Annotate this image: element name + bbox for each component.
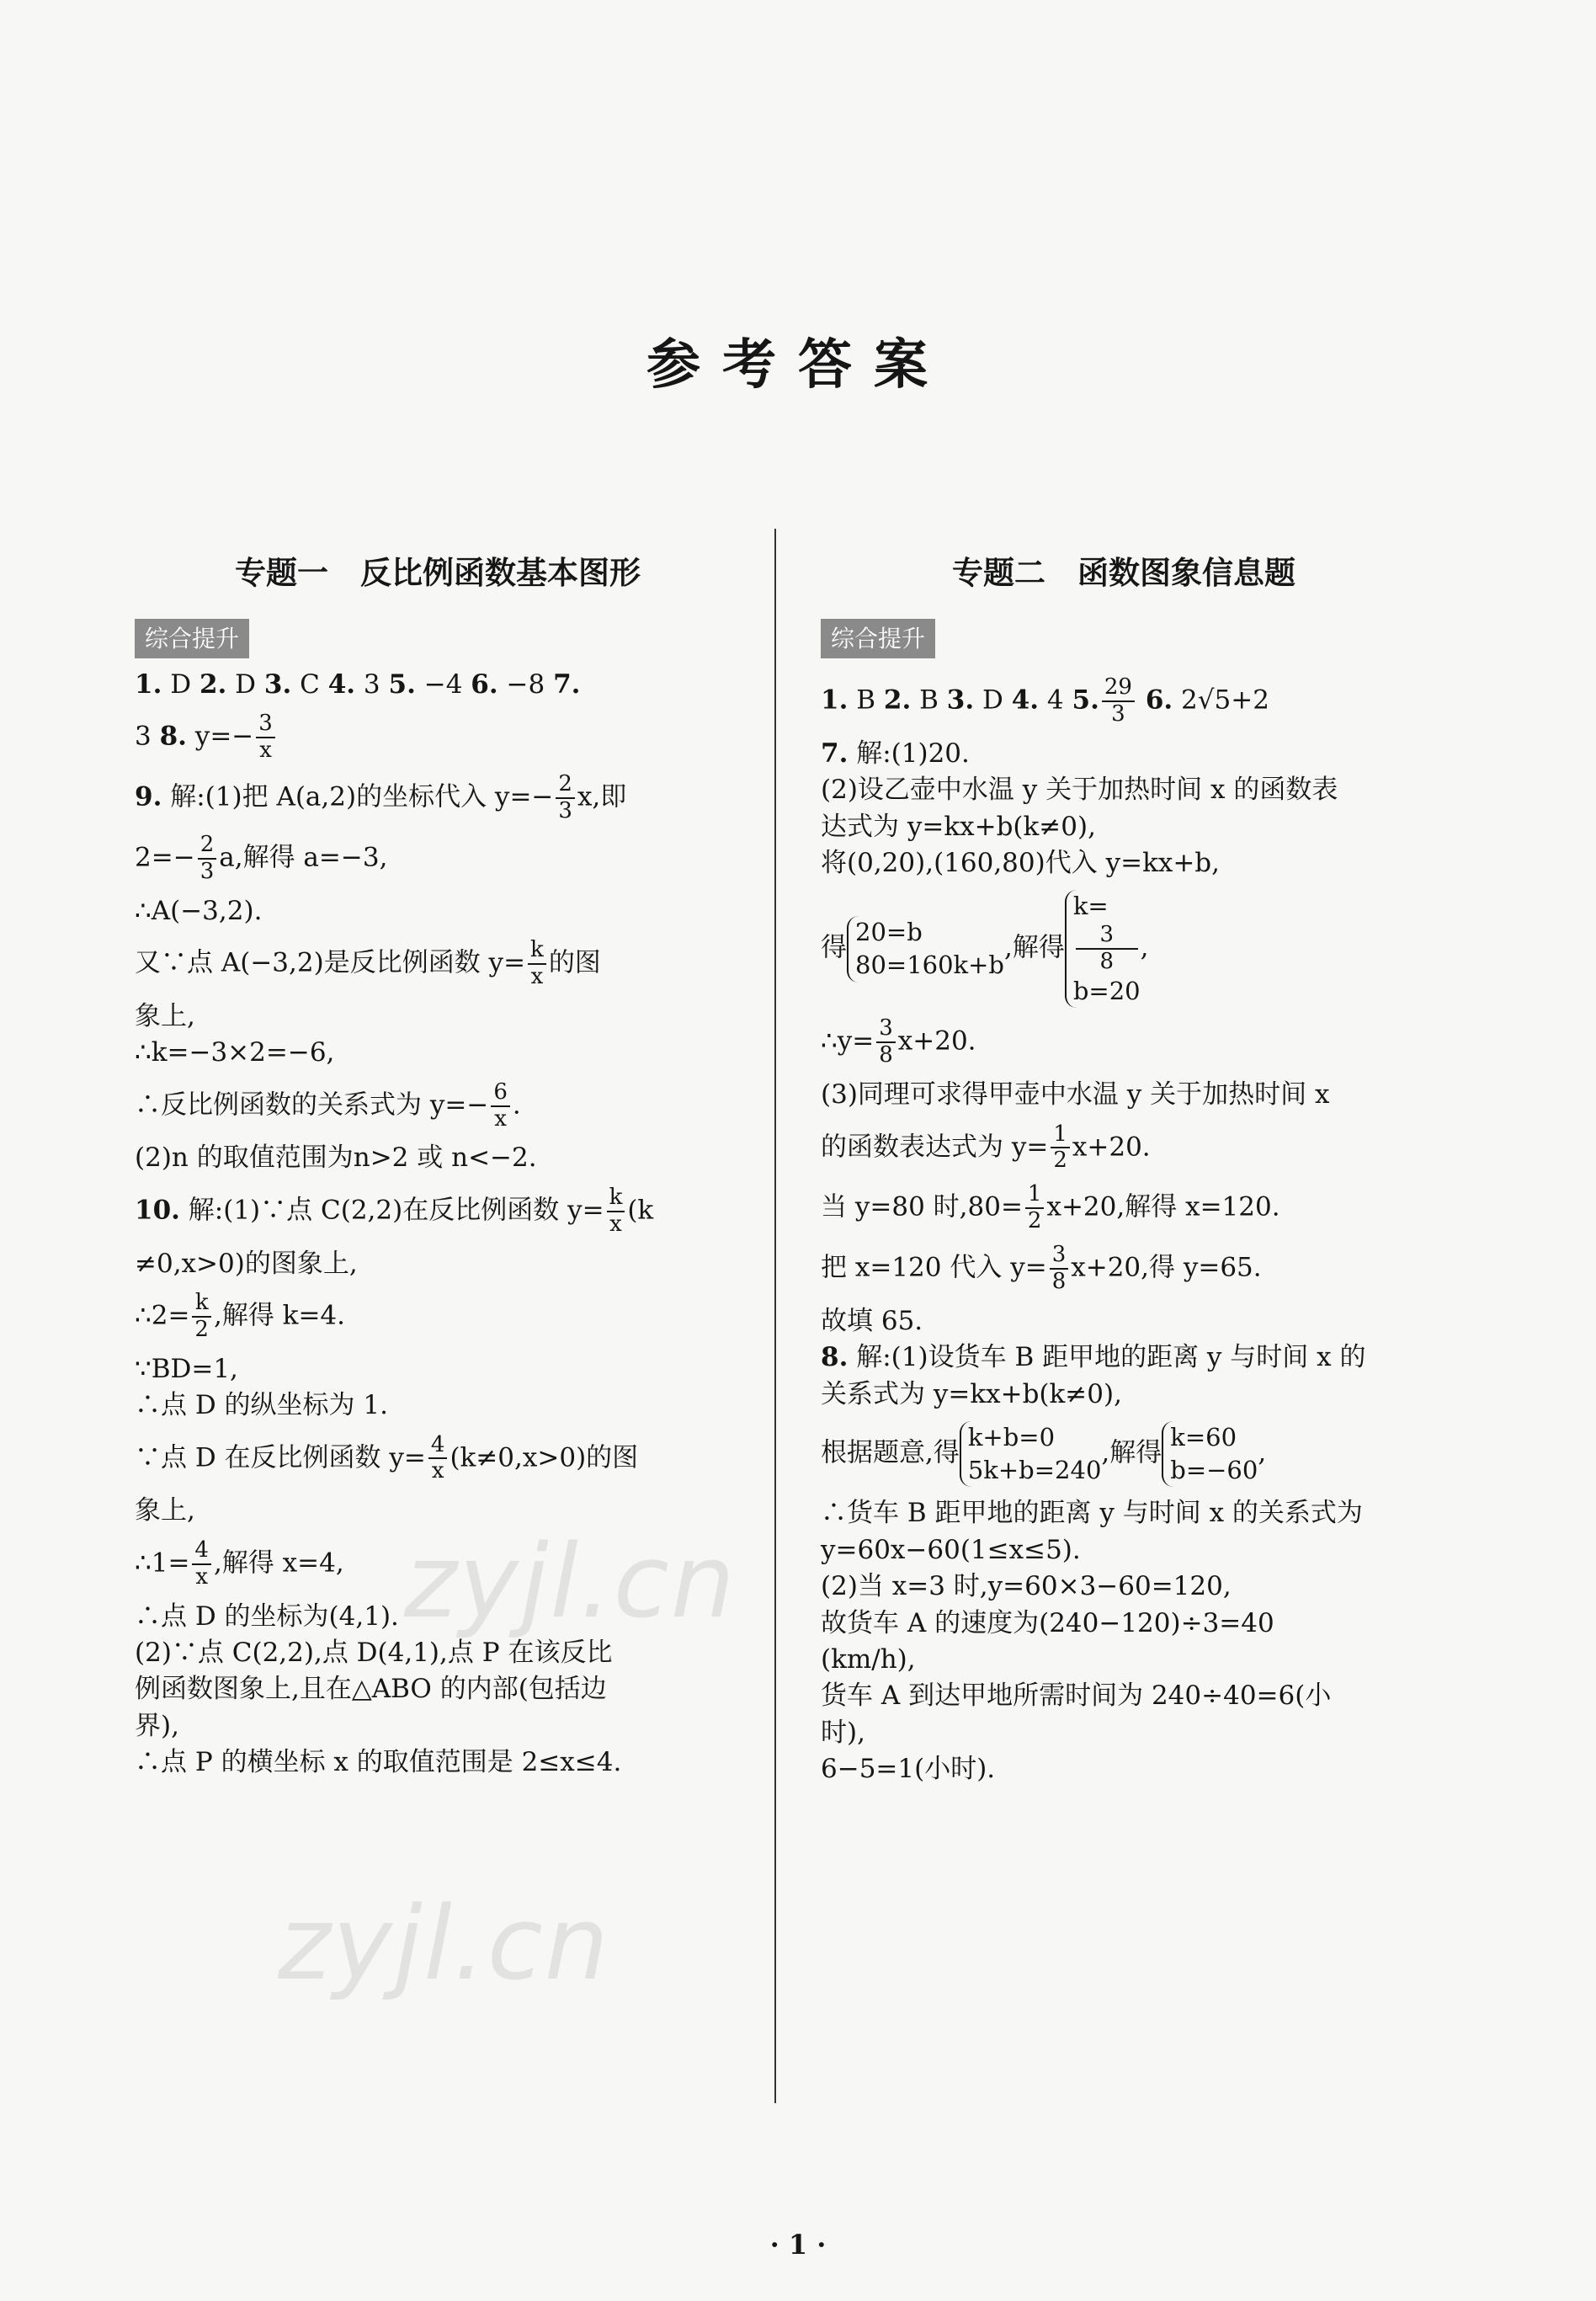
answer-line: 故填 65. [821, 1305, 923, 1336]
fraction: $\frac{4}{x}$ [428, 1433, 448, 1485]
answer-line: 根据题意,得 k+b=0 5k+b=240 ,解得 k=60 b=−60 , [821, 1421, 1427, 1487]
answer-line: ∴反比例函数的关系式为 y=− $\frac{6}{x}$ . [135, 1079, 521, 1132]
fraction: $\frac{6}{x}$ [491, 1080, 510, 1132]
answer-line: 货车 A 到达甲地所需时间为 240÷40=6(小 [821, 1680, 1332, 1712]
answer-line: 关系式为 y=kx+b(k≠0), [821, 1378, 1122, 1409]
fraction: $\frac{29}{3}$ [1102, 675, 1135, 727]
answer-line: 10. 解:(1)∵点 C(2,2)在反比例函数 y= $\frac{k}{x}$ (k [135, 1184, 654, 1237]
answer-line: 故货车 A 的速度为(240−120)÷3=40 [821, 1607, 1274, 1638]
badge-right: 综合提升 [821, 619, 935, 658]
answer-line: 时), [821, 1717, 865, 1748]
answer-line: (2)设乙壶中水温 y 关于加热时间 x 的函数表 [821, 775, 1338, 806]
answer-line: 的函数表达式为 y= $\frac{1}{2}$ x+20. [821, 1121, 1151, 1174]
answer-line: (2)∵点 C(2,2),点 D(4,1),点 P 在该反比 [135, 1637, 613, 1668]
fraction: $\frac{2}{3}$ [556, 772, 575, 824]
fraction: $\frac{1}{2}$ [1025, 1182, 1045, 1234]
answer-line: ∴点 P 的横坐标 x 的取值范围是 2≤x≤4. [135, 1747, 622, 1778]
column-divider [774, 529, 776, 2103]
answer-line: 8. 解:(1)设货车 B 距甲地的距离 y 与时间 x 的 [821, 1342, 1366, 1373]
left-column [135, 551, 741, 1781]
fraction: $\frac{3}{8}$ [876, 1016, 896, 1068]
page-title: 参考答案 [646, 334, 950, 397]
equation-system: k= 3 8 b=20 [1065, 890, 1141, 1008]
answer-line: 又∵点 A(−3,2)是反比例函数 y= $\frac{k}{x}$ 的图 [135, 937, 601, 989]
answer-line: 7. 解:(1)20. [821, 738, 970, 769]
answer-line: (2)n 的取值范围为n>2 或 n<−2. [135, 1143, 537, 1174]
answer-line: ∴A(−3,2). [135, 895, 263, 926]
answer-line: 得 20=b 80=160k+b ,解得 k= 3 8 b=20 , [821, 890, 1427, 1008]
answer-line: 3 8. y=− $\frac{3}{x}$ [135, 711, 741, 764]
answer-line: 9. 解:(1)把 A(a,2)的坐标代入 y=− $\frac{2}{3}$ x,即 [135, 771, 627, 824]
answer-line: 当 y=80 时,80= $\frac{1}{2}$ x+20,解得 x=120. [821, 1181, 1280, 1234]
answer-line: ∴2= $\frac{k}{2}$ ,解得 k=4. [135, 1290, 346, 1342]
answer-line: ∵点 D 在反比例函数 y= $\frac{4}{x}$ (k≠0,x>0)的图 [135, 1431, 639, 1484]
badge-left: 综合提升 [135, 619, 249, 658]
answer-line: 界), [135, 1710, 179, 1741]
section-title-right: 专题二 函数图象信息题 [952, 555, 1295, 591]
fraction: $\frac{k}{2}$ [192, 1291, 211, 1343]
watermark: zyjl.cn [404, 1524, 737, 1641]
answer-line: (2)当 x=3 时,y=60×3−60=120, [821, 1571, 1232, 1602]
right-column [821, 551, 1427, 1787]
answer-line: ∴货车 B 距甲地的距离 y 与时间 x 的关系式为 [821, 1498, 1363, 1529]
answer-line: ∴k=−3×2=−6, [135, 1037, 335, 1068]
fraction: $\frac{3}{8}$ [1050, 1243, 1069, 1295]
fraction: 3 8 [1076, 923, 1138, 975]
fraction: $\frac{4}{x}$ [192, 1538, 211, 1590]
answer-line: 例函数图象上,且在△ABO 的内部(包括边 [135, 1674, 607, 1705]
answer-line: ∵BD=1, [135, 1353, 238, 1384]
answer-line: y=60x−60(1≤x≤5). [821, 1534, 1081, 1565]
answer-line: (km/h), [821, 1643, 916, 1675]
answer-line: ∴点 D 的坐标为(4,1). [135, 1601, 399, 1632]
answer-line: 象上, [135, 1495, 195, 1526]
fraction: $\frac{k}{x}$ [528, 938, 546, 990]
answer-line: 把 x=120 代入 y= $\frac{3}{8}$ x+20,得 y=65. [821, 1242, 1262, 1295]
answer-line: 1. B 2. B 3. D 4. 4 5. $\frac{29}{3}$ 6. 2√5+2 [821, 674, 1269, 727]
fraction: $\frac{k}{x}$ [607, 1185, 625, 1238]
answer-line: 2=− $\frac{2}{3}$ a,解得 a=−3, [135, 831, 388, 884]
answer-line: ≠0,x>0)的图象上, [135, 1248, 358, 1279]
equation-system: k+b=0 5k+b=240 [960, 1421, 1102, 1487]
equation-system: k=60 b=−60 [1162, 1421, 1258, 1487]
watermark: zyjl.cn [278, 1886, 610, 2003]
answer-line: 象上, [135, 1000, 195, 1031]
section-title-left: 专题一 反比例函数基本图形 [235, 555, 641, 591]
fraction: $\frac{1}{2}$ [1051, 1122, 1070, 1174]
equation-system: 20=b 80=160k+b [847, 916, 1004, 982]
answer-line: ∴y= $\frac{3}{8}$ x+20. [821, 1015, 976, 1068]
fraction: $\frac{3}{x}$ [256, 711, 275, 764]
answer-line: (3)同理可求得甲壶中水温 y 关于加热时间 x [821, 1079, 1330, 1111]
answer-line: 1. D 2. D 3. C 4. 3 5. −4 6. −8 7. [135, 668, 581, 700]
answer-line: 达式为 y=kx+b(k≠0), [821, 811, 1096, 842]
answer-line: 将(0,20),(160,80)代入 y=kx+b, [821, 847, 1221, 878]
page-number: · 1 · [769, 2229, 827, 2261]
fraction: $\frac{2}{3}$ [198, 833, 217, 885]
answer-line: 6−5=1(小时). [821, 1754, 996, 1785]
answer-line: ∴点 D 的纵坐标为 1. [135, 1390, 388, 1421]
answer-line: ∴1= $\frac{4}{x}$ ,解得 x=4, [135, 1537, 344, 1590]
